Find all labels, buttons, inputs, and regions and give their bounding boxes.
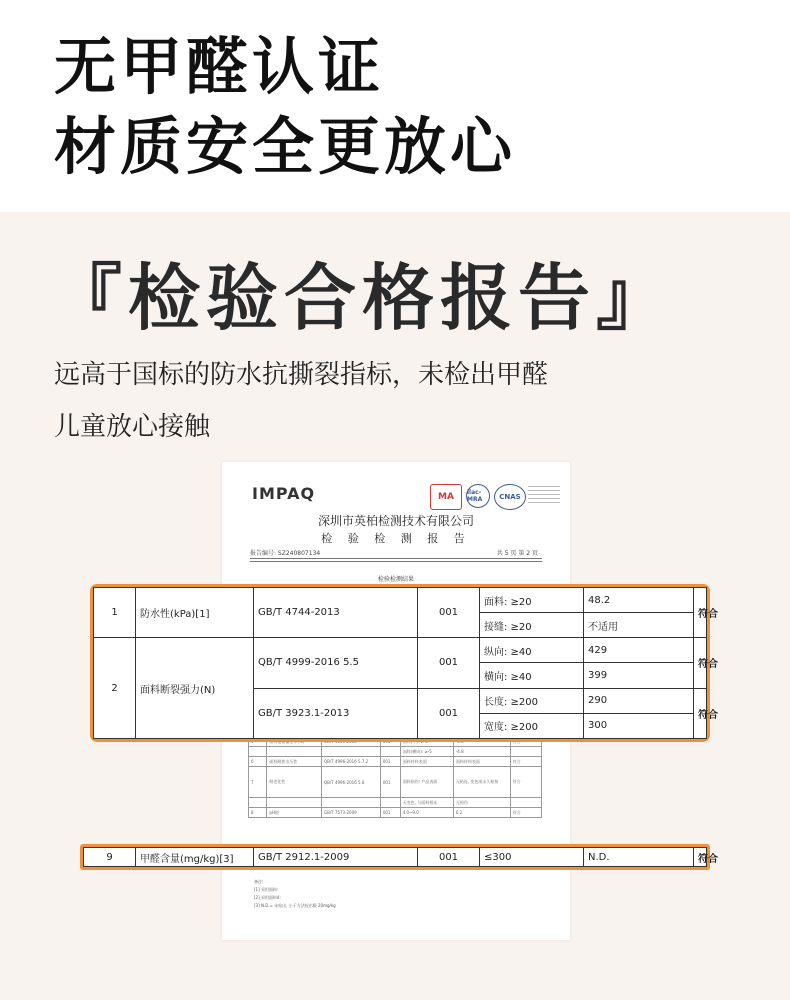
requirement: 长度: ≥200 xyxy=(480,688,584,713)
result: 300 xyxy=(584,713,694,738)
faint-table-row xyxy=(249,757,542,767)
result: 290 xyxy=(584,688,694,713)
faint-table-cell: 面料材料表面 xyxy=(453,757,510,767)
test-item: 防水性(kPa)[1] xyxy=(136,588,254,638)
section-desc-line1: 远高于国标的防水抗撕裂指标，未检出甲醛 xyxy=(54,360,549,390)
results-subtitle: 检验检测结果 xyxy=(377,576,414,583)
requirement: ≤300 xyxy=(480,848,584,867)
faint-table-cell: GB/T 7573-2009 xyxy=(321,808,380,818)
faint-table-cell: 符合 xyxy=(510,767,541,798)
faint-table-cell: 001 xyxy=(380,757,400,767)
row-number: 1 xyxy=(94,588,136,638)
report-number: 报告编号: SZ240807134 xyxy=(250,550,321,557)
sample-no: 001 xyxy=(418,588,480,638)
faint-table-cell: QB/T 4996-2016 5.7.2 xyxy=(321,757,380,767)
company-name: 深圳市英柏检测技术有限公司 xyxy=(317,514,474,528)
cnas-seal: CNAS xyxy=(494,484,526,510)
faint-table-row xyxy=(249,747,542,757)
faint-table-cell: QB/T 4996-2016 5.8 xyxy=(321,767,380,798)
sample-no: 001 xyxy=(418,688,480,738)
faint-table-cell xyxy=(510,747,541,757)
faint-table-cell xyxy=(321,798,380,808)
test-item: 面料断裂强力(N) xyxy=(136,638,254,739)
result: 48.2 xyxy=(584,588,694,613)
faint-table-cell: 001 xyxy=(380,767,400,798)
row-number: 2 xyxy=(94,638,136,739)
result: 429 xyxy=(584,638,694,663)
report-notes xyxy=(254,878,336,910)
highlight-box-waterproof-strength xyxy=(90,584,718,742)
test-standard: GB/T 2912.1-2009 xyxy=(254,848,418,867)
faint-table-cell: 4.0~9.0 xyxy=(400,808,453,818)
highlight-box-formaldehyde xyxy=(80,844,718,870)
faint-table-row xyxy=(249,767,542,798)
sample-no: 001 xyxy=(418,848,480,867)
note-line: [2] 采用面料4: xyxy=(254,895,281,900)
test-standard: QB/T 4999-2016 5.5 xyxy=(254,638,418,688)
divider xyxy=(250,561,542,562)
section-title: 『检验合格报告』 xyxy=(50,256,675,340)
faint-table-cell: pH值 xyxy=(267,808,322,818)
faint-table-cell: 耐老化性 xyxy=(267,767,322,798)
faint-table-cell: 7 xyxy=(249,767,267,798)
cert-number-block xyxy=(528,486,560,506)
faint-results-table xyxy=(248,736,542,818)
result: N.D. xyxy=(584,848,694,867)
faint-table-cell: 无粘连, 变色或永久粘接 xyxy=(453,767,510,798)
faint-table-cell: 面料材料表面 xyxy=(400,757,453,767)
sample-no: 001 xyxy=(418,638,480,688)
page-count: 共 5 页 第 2 页 xyxy=(496,550,538,557)
headline-line2: 材质安全更放心 xyxy=(54,110,517,183)
faint-table-cell xyxy=(249,798,267,808)
faint-table-cell: 6 xyxy=(249,757,267,767)
result: 399 xyxy=(584,663,694,688)
faint-table-cell xyxy=(380,798,400,808)
section-desc-line2: 儿童放心接触 xyxy=(54,412,211,442)
verdict: 符合 xyxy=(694,688,707,738)
faint-table-cell: 6.2 xyxy=(453,808,510,818)
verdict: 符合 xyxy=(694,588,707,638)
requirement: 横向: ≥40 xyxy=(480,663,584,688)
header-area xyxy=(0,0,790,212)
faint-table-cell xyxy=(380,747,400,757)
faint-table-cell: 面料损伤: 产品表面 xyxy=(400,767,453,798)
faint-table-cell: 无变色, 与面料相连 xyxy=(400,798,453,808)
faint-table-cell: 无损伤 xyxy=(453,798,510,808)
requirement: 面料: ≥20 xyxy=(480,588,584,613)
faint-table-cell xyxy=(249,747,267,757)
verdict: 符合 xyxy=(694,848,707,867)
faint-table-cell: -4.8 xyxy=(453,747,510,757)
faint-table-cell: 8 xyxy=(249,808,267,818)
test-standard: GB/T 3923.1-2013 xyxy=(254,688,418,738)
impaq-logo: IMPAQ xyxy=(252,484,316,503)
requirement: 接缝: ≥20 xyxy=(480,613,584,638)
ilac-seal: ilac-MRA xyxy=(466,484,490,508)
faint-table-row xyxy=(249,808,542,818)
highlight-table-top xyxy=(93,587,718,739)
faint-table-cell xyxy=(267,798,322,808)
note-line: 备注: xyxy=(254,879,264,884)
faint-table-cell: 面料(横向): ≥-5 xyxy=(400,747,453,757)
faint-table-row xyxy=(249,798,542,808)
faint-table-cell xyxy=(510,798,541,808)
faint-table-cell: 符合 xyxy=(510,808,541,818)
cma-seal: MA xyxy=(430,484,462,510)
requirement: 纵向: ≥40 xyxy=(480,638,584,663)
faint-table-cell: 符合 xyxy=(510,757,541,767)
faint-table-cell: 面料耐热水压性 xyxy=(267,757,322,767)
headline-line1: 无甲醛认证 xyxy=(54,30,385,103)
row-number: 9 xyxy=(84,848,136,867)
test-standard: GB/T 4744-2013 xyxy=(254,588,418,638)
requirement: 宽度: ≥200 xyxy=(480,713,584,738)
divider xyxy=(250,558,542,559)
test-item: 甲醛含量(mg/kg)[3] xyxy=(136,848,254,867)
note-line: [3] N.D.= 未检出, 小于方法检出限 20mg/kg xyxy=(254,903,336,908)
faint-table-cell xyxy=(267,747,322,757)
faint-table-cell: 001 xyxy=(380,808,400,818)
report-doc-title: 检 验 检 测 报 告 xyxy=(321,532,471,545)
verdict: 符合 xyxy=(694,638,707,688)
result: 不适用 xyxy=(584,613,694,638)
faint-table-cell xyxy=(321,747,380,757)
highlight-table-bottom xyxy=(83,847,718,867)
note-line: [1] 采用面料: xyxy=(254,887,279,892)
